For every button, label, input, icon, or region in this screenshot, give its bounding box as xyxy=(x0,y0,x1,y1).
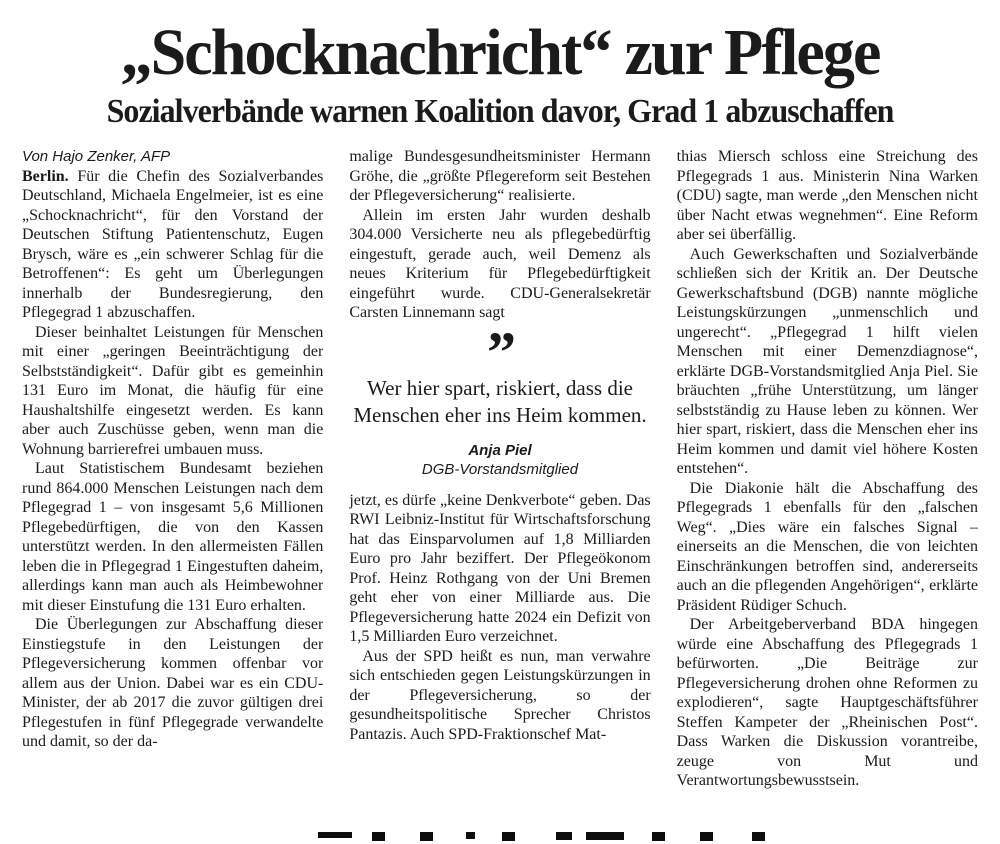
pull-quote-role: DGB-Vorstandsmitglied xyxy=(421,460,579,478)
cutoff-next-headline-fragment xyxy=(0,827,1000,844)
page-title: „Schocknachricht“ zur Pflege xyxy=(120,16,880,89)
subheadline: Sozialverbände warnen Koalition davor, Grad 1 abzuschaffen xyxy=(106,93,894,131)
pull-quote-caption xyxy=(353,441,646,479)
paragraph: Aus der SPD heißt es nun, man verwahre sich entschieden gegen Leistungskürzungen in der Pflegeversicherung, so der gesundheitspolitische Sprecher Christos Pantazis. Auch SPD-Fraktionschef Mat- xyxy=(349,647,651,743)
paragraph: Die Überlegungen zur Abschaffung dieser Einstiegstufe in den Leistungen der Pflegeversicherung kommen offenbar vor allem aus der Union. Dabei war es ein CDU-Minister, der ab 2017 die zuvor gültigen drei Pflegestufen in fünf Pflegegrade verwandelte und damit, so der da- xyxy=(22,616,324,751)
paragraph: Auch Gewerkschaften und Sozialverbände schließen sich der Kritik an. Der Deutsche Gewerkschaftsbund (DGB) nannte mögliche Leistungskürzungen „unmenschlich und ungerecht“. „Pflegegrad 1 hilft vielen Menschen mit einer Demenzdiagnose“, erklärte DGB-Vorstandsmitglied Anja Piel. Sie bräuchten „frühe Unterstützung, um länger selbstständig zu Hause leben zu können. Wer hier spart, riskiert, dass die Menschen eher ins Heim kommen und damit viel höhere Kosten entstehen“. xyxy=(676,245,978,478)
paragraph: Der Arbeitgeberverband BDA hingegen würde eine Abschaffung des Pflegegrads 1 befürworten. „Die Beiträge zur Pflegeversicherung drohen ohne Reformen zu explodieren“, sagte Hauptgeschäftsführer Steffen Kampeter der „Rheinischen Post“. Dass Warken die Diskussion vorantreibe, zeuge von Mut und Verantwortungsbewusstsein. xyxy=(676,616,978,790)
quote-mark-icon: ” xyxy=(486,319,513,385)
article-header xyxy=(0,18,1000,131)
paragraph: Dieser beinhaltet Leistungen für Menschen mit einer „geringen Beeinträchtigung der Selbstständigkeit“. Dafür gibt es gemeinhin 131 Euro im Monat, die häufig für eine Haushaltshilfe eingesetzt werden. Es kann aber auch Zuschüsse geben, wenn man die Wohnung barrierefrei umbauen muss. xyxy=(22,323,324,458)
paragraph: jetzt, es dürfe „keine Denkverbote“ geben. Das RWI Leibniz-Institut für Wirtschaftsforschung hat das Einsparvolumen auf 1,8 Milliarden Euro pro Jahr beziffert. Der Pflegeökonom Prof. Heinz Rothgang von der Uni Bremen geht eher von einer Milliarde aus. Die Pflegeversicherung hatte 2024 ein Defizit von 1,5 Milliarden Euro verzeichnet. xyxy=(349,491,651,646)
pull-quote-author: Anja Piel xyxy=(468,441,532,459)
pull-quote xyxy=(353,319,647,479)
paragraph xyxy=(22,167,323,323)
byline: Von Hajo Zenker, AFP xyxy=(22,148,171,166)
dateline: Berlin. xyxy=(22,167,69,185)
paragraph: Die Diakonie hält die Abschaffung des Pflegegrads 1 ebenfalls für den „falschen Weg“. „Dies wäre ein falsches Signal – einerseits an die Menschen, die von leichten Einschränkungen betroffen sind, andererseits auch an die pflegenden Angehörigen“, erklärte Präsident Rüdiger Schuch. xyxy=(676,479,978,614)
article-body xyxy=(0,141,1000,793)
pull-quote-text: Wer hier spart, riskiert, dass die Menschen eher ins Heim kommen. xyxy=(353,375,647,427)
paragraph-text: Für die Chefin des Sozialverbandes Deutschland, Michaela Engelmeier, ist es eine „Schocknachricht“, für den Vorstand der Deutschen Stiftung Patientenschutz, Eugen Brysch, wäre es „ein schwerer Schlag für die Betroffenen“: Es geht um Überlegungen innerhalb der Bundesregierung, den Pflegegrad 1 abzuschaffen. xyxy=(22,167,324,322)
column-2 xyxy=(349,147,650,793)
column-1 xyxy=(22,147,323,793)
paragraph: thias Miersch schloss eine Streichung des Pflegegrads 1 aus. Ministerin Nina Warken (CDU) sagte, man werde „den Menschen nicht über Nacht etwas wegnehmen“. Eine Reform aber sei überfällig. xyxy=(676,148,978,244)
paragraph: Laut Statistischem Bundesamt beziehen rund 864.000 Menschen Leistungen nach dem Pflegegrad 1 – von insgesamt 5,6 Millionen Pflegebedürftigen, die von den Kassen unterstützt werden. In den allermeisten Fällen leben die in Pflegegrad 1 Eingestuften daheim, allerdings kann man auch als Heimbewohner mit dieser Einstufung die 131 Euro erhalten. xyxy=(22,460,324,614)
paragraph: malige Bundesgesundheitsminister Hermann Gröhe, die „größte Pflegereform seit Bestehen der Pflegeversicherung“ realisierte. xyxy=(349,148,651,205)
paragraph: Allein im ersten Jahr wurden deshalb 304.000 Versicherte neu als pflegebedürftig eingestuft, gerade auch, weil Demenz als neues Kriterium für Pflegebedürftigkeit eingeführt wurde. CDU-Generalsekretär Carsten Linnemann sagt xyxy=(349,206,651,322)
column-3 xyxy=(677,147,978,793)
